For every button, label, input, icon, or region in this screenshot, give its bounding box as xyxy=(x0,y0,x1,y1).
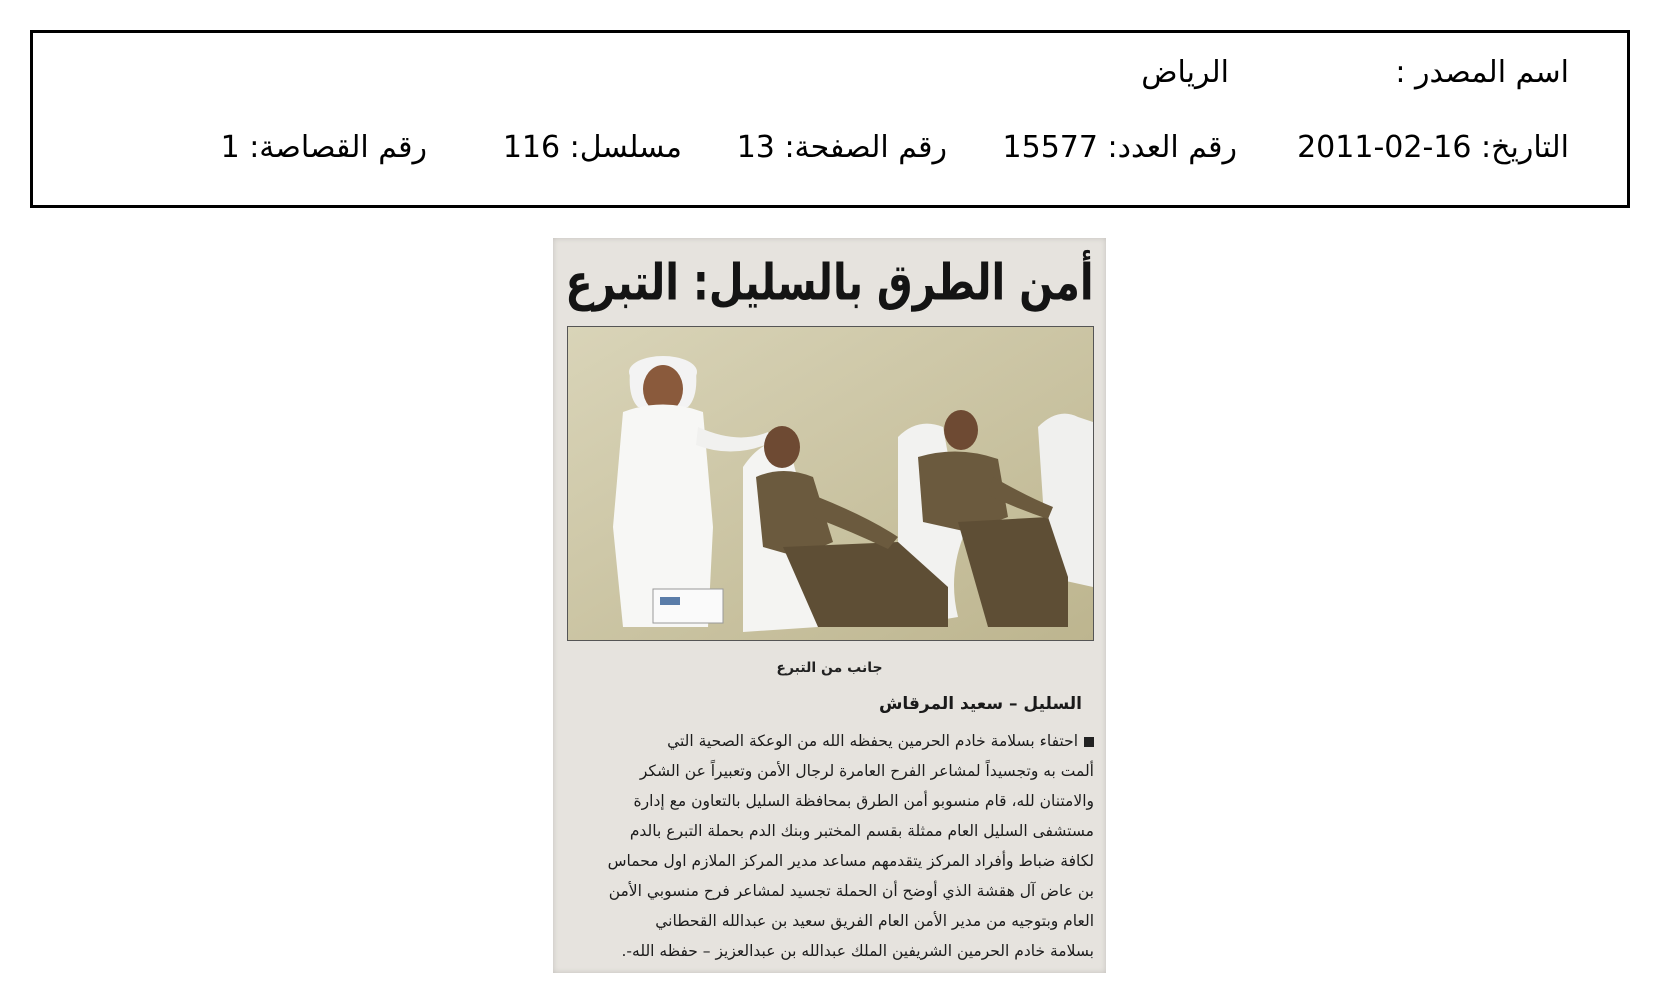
article-byline: السليل – سعيد المرقاش xyxy=(878,694,1082,714)
article-photo xyxy=(567,326,1094,641)
source-label: اسم المصدر : xyxy=(1395,55,1569,90)
date-field: التاريخ: 16-02-2011 xyxy=(1297,130,1569,165)
source-value: الرياض xyxy=(1141,55,1229,90)
article-line: ألمت به وتجسيداً لمشاعر الفرح العامرة لرجال الأمن وتعبيراً عن الشكر xyxy=(639,762,1094,780)
article-line: العام وبتوجيه من مدير الأمن العام الفريق سعيد بن عبدالله القحطاني xyxy=(655,912,1094,930)
article-body xyxy=(567,726,1094,966)
issue-number: رقم العدد: 15577 xyxy=(1002,130,1237,165)
metadata-header xyxy=(30,30,1630,208)
newspaper-clipping xyxy=(553,238,1106,973)
article-line: والامتنان لله، قام منسوبو أمن الطرق بمحافظة السليل بالتعاون مع إدارة xyxy=(633,792,1094,810)
article-line: بسلامة خادم الحرمين الشريفين الملك عبدالله بن عبدالعزيز – حفظه الله-. xyxy=(621,942,1094,960)
photo-caption: جانب من التبرع xyxy=(776,660,883,676)
bullet-square-icon xyxy=(1084,737,1094,747)
article-line: بن عاض آل هقشة الذي أوضح أن الحملة تجسيد لمشاعر فرح منسوبي الأمن xyxy=(608,882,1094,900)
serial-number: مسلسل: 116 xyxy=(502,130,682,165)
article-headline: أمن الطرق بالسليل: التبرع xyxy=(565,254,1094,312)
article-line: لكافة ضباط وأفراد المركز يتقدمهم مساعد مدير المركز الملازم اول محماس xyxy=(607,852,1094,870)
page-number: رقم الصفحة: 13 xyxy=(736,130,947,165)
article-line: احتفاء بسلامة خادم الحرمين يحفظه الله من الوعكة الصحية التي xyxy=(567,726,1094,756)
clip-number: رقم القصاصة: 1 xyxy=(220,130,427,165)
article-line: مستشفى السليل العام ممثلة بقسم المختبر وبنك الدم بحملة التبرع بالدم xyxy=(629,822,1094,840)
